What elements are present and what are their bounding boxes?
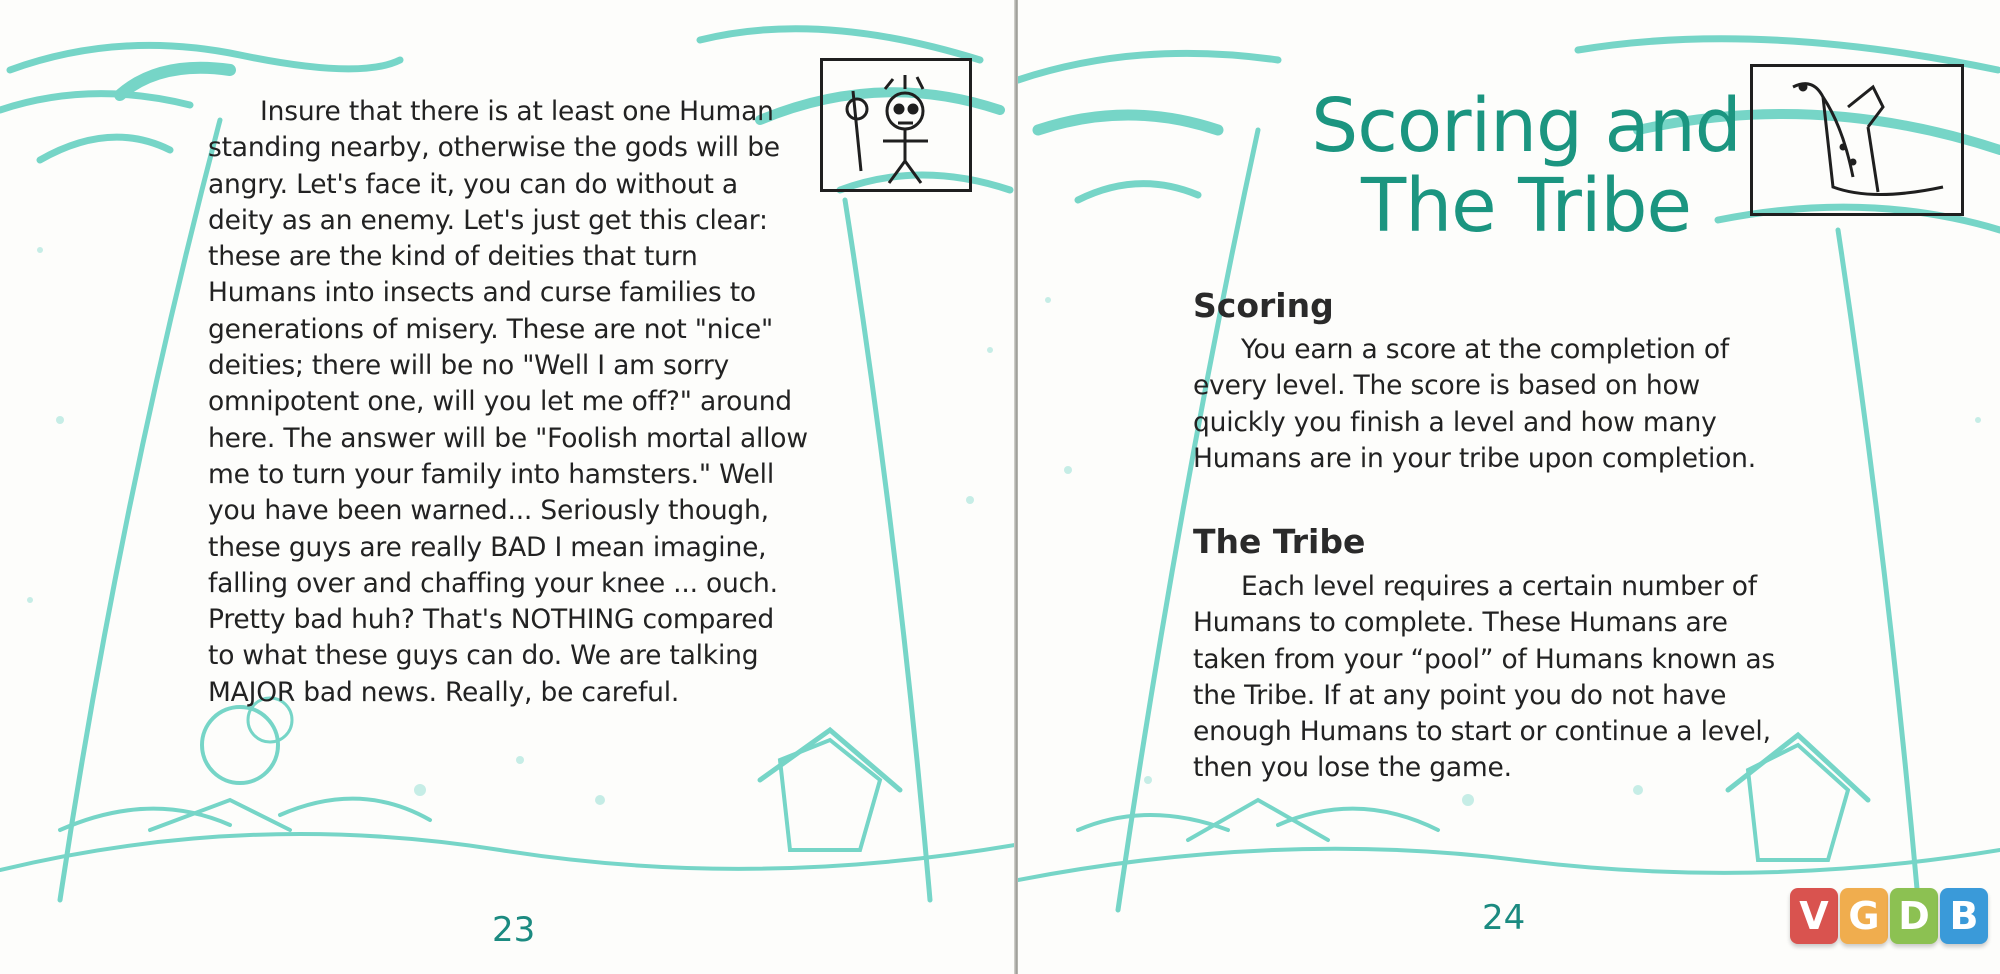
watermark-letter-v: V (1790, 888, 1838, 944)
vgdb-watermark (1790, 888, 1990, 950)
page-title (1286, 83, 1766, 249)
scoring-heading: Scoring (1193, 286, 1334, 325)
watermark-letter-d: D (1890, 888, 1938, 944)
skull-warrior-icon (823, 61, 969, 189)
tribal-mask-illustration (820, 58, 972, 192)
dinosaur-illustration (1750, 64, 1964, 216)
title-line-2: The Tribe (1361, 163, 1691, 249)
tribe-heading: The Tribe (1193, 522, 1366, 561)
watermark-letter-g: G (1840, 888, 1888, 944)
tribe-section-body (1193, 569, 1793, 787)
dinosaur-icon (1753, 67, 1961, 213)
scoring-section-body (1193, 332, 1793, 477)
page-number-24: 24 (1482, 898, 1526, 938)
deity-warning-paragraph: Insure that there is at least one Human standing nearby, otherwise the gods will be angry. Let's face it, you can do without a deity as an enemy. Let's just get this clear: these are the kind of deities that turn Humans into insects and curse families to generations of misery. These are not "nice" deities; there will be no "Well I am sorry omnipotent one, will you let me off?" around here. The answer will be "Foolish mortal allow me to turn your family into hamsters." Well you have been warned... Seriously though, these guys are really BAD I mean imagine, falling over and chaffing your knee ... ouch. Pretty bad huh? That's NOTHING compared to what these guys can do. We are talking MAJOR bad news. Really, be careful. (208, 96, 808, 708)
page-number-23: 23 (492, 910, 536, 950)
title-line-1: Scoring and (1311, 83, 1741, 169)
left-page-body (208, 94, 808, 711)
watermark-letter-b: B (1940, 888, 1988, 944)
scoring-paragraph: You earn a score at the completion of every level. The score is based on how quickly you finish a level and how many Humans are in your tribe upon completion. (1193, 334, 1756, 474)
tribe-paragraph: Each level requires a certain number of Humans to complete. These Humans are taken from your “pool” of Humans known as the Tribe. If at any point you do not have enough Humans to start or continue a level, then you lose the game. (1193, 571, 1776, 784)
